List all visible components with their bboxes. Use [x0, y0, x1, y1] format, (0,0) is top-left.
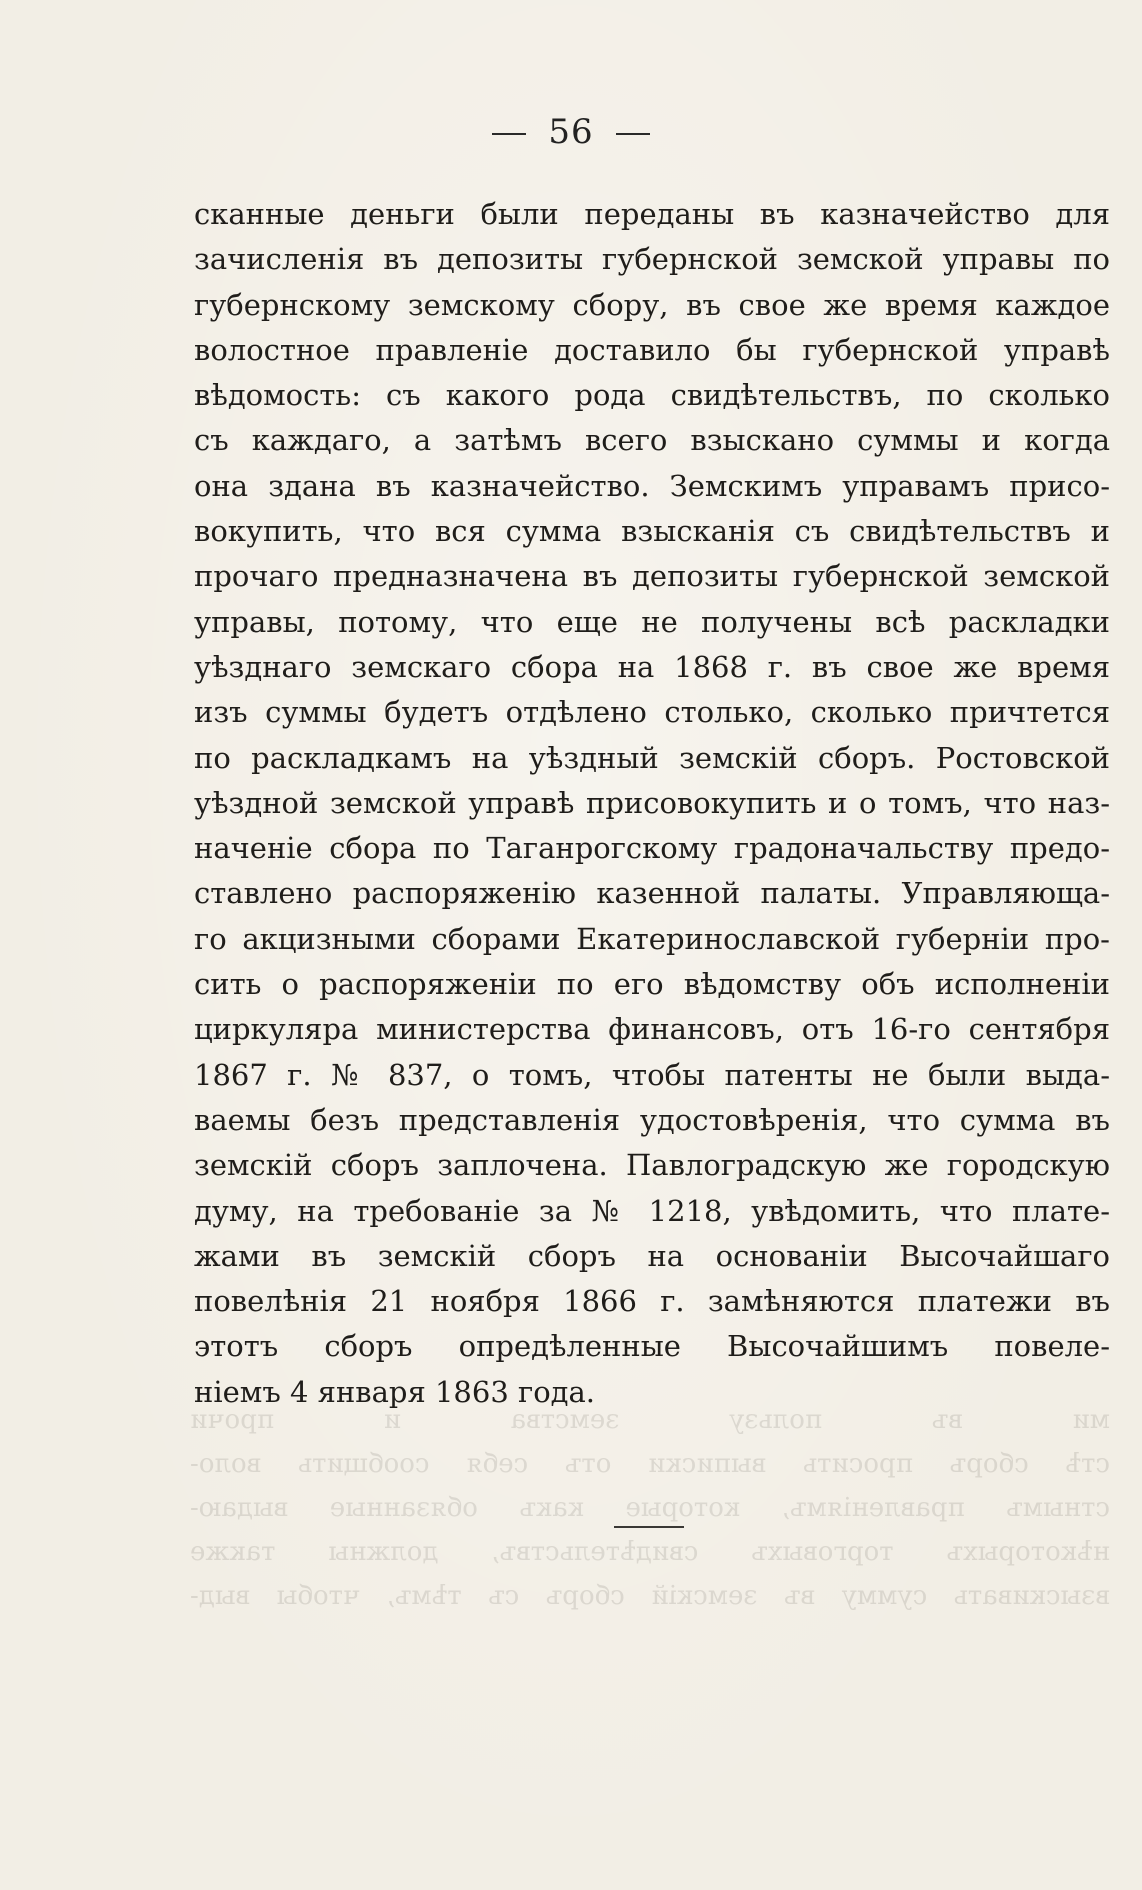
text-line: земскій сборъ заплочена. Павлоградскую же городскую — [194, 1148, 1110, 1183]
text-line: ваемы безъ представленія удостовѣренія, что сумма въ — [194, 1102, 1110, 1137]
text-line: изъ суммы будетъ отдѣлено столько, сколько причтется — [194, 695, 1110, 730]
page-number: 56 — [548, 112, 594, 152]
text-line: зачисленія въ депозиты губернской земской управы по — [194, 242, 1110, 277]
text-line: циркуляра министерства финансовъ, отъ 16-го сентября — [194, 1012, 1110, 1047]
text-line: повелѣнія 21 ноября 1866 г. замѣняются платежи въ — [194, 1284, 1110, 1319]
bleed-line: нѣкоторыхъ торговыхъ свидѣтельствъ, должны также — [190, 1537, 1110, 1567]
text-line: ставлено распоряженію казенной палаты. Управляюща- — [194, 876, 1110, 911]
page-number-header — [0, 112, 1142, 152]
bleed-through-text — [190, 1398, 1110, 1618]
text-line: волостное правленіе доставило бы губернской управѣ — [194, 332, 1110, 367]
text-line: думу, на требованіе за № 1218, увѣдомить, что плате- — [194, 1193, 1110, 1228]
text-line: сканные деньги были переданы въ казначейство для — [194, 197, 1110, 231]
header-dash-left — [492, 133, 526, 135]
text-line: она здана въ казначейство. Земскимъ управамъ присо- — [194, 468, 1110, 503]
text-line: сить о распоряженіи по его вѣдомству объ исполненіи — [194, 967, 1110, 1002]
bleed-line: ми въ пользу земства и прочи — [190, 1405, 1110, 1435]
text-line-final: ніемъ 4 января 1863 года. — [194, 1374, 596, 1409]
text-line: уѣзднаго земскаго сбора на 1868 г. въ свое же время — [194, 649, 1110, 684]
text-line: губернскому земскому сбору, въ свое же время каждое — [194, 287, 1110, 322]
text-line: вѣдомость: съ какого рода свидѣтельствъ, по сколько — [194, 378, 1110, 413]
text-line: наченіе сбора по Таганрогскому градоначальству предо- — [194, 831, 1110, 866]
text-line: уѣздной земской управѣ присовокупить и о томъ, что наз- — [194, 785, 1110, 820]
text-line: этотъ сборъ опредѣленные Высочайшимъ повеле- — [194, 1329, 1110, 1364]
text-line: го акцизными сборами Екатеринославской губерніи про- — [194, 921, 1110, 956]
text-line: управы, потому, что еще не получены всѣ раскладки — [194, 604, 1110, 639]
text-line: съ каждаго, а затѣмъ всего взыскано суммы и когда — [194, 423, 1110, 458]
bleed-line: стнымъ правленіямъ, которые какъ обязанные выдаю- — [190, 1493, 1110, 1523]
text-line: 1867 г. № 837, о томъ, чтобы патенты не были выда- — [194, 1057, 1110, 1092]
text-line: по раскладкамъ на уѣздный земскій сборъ. Ростовской — [194, 740, 1110, 775]
end-rule-divider — [614, 1526, 684, 1528]
text-line: жами въ земскій сборъ на основаніи Высочайшаго — [194, 1238, 1110, 1273]
header-dash-right — [616, 133, 650, 135]
text-line: вокупить, что вся сумма взысканія съ свидѣтельствъ и — [194, 514, 1110, 549]
body-text — [194, 192, 1110, 1415]
text-line: прочаго предназначена въ депозиты губернской земской — [194, 559, 1110, 594]
bleed-line: стѣ сборъ просить выписки отъ себя сообщить воло- — [190, 1449, 1110, 1479]
bleed-line: взыскивать сумму въ земскій сборъ съ тѣмъ, чтобы выд- — [190, 1581, 1110, 1611]
